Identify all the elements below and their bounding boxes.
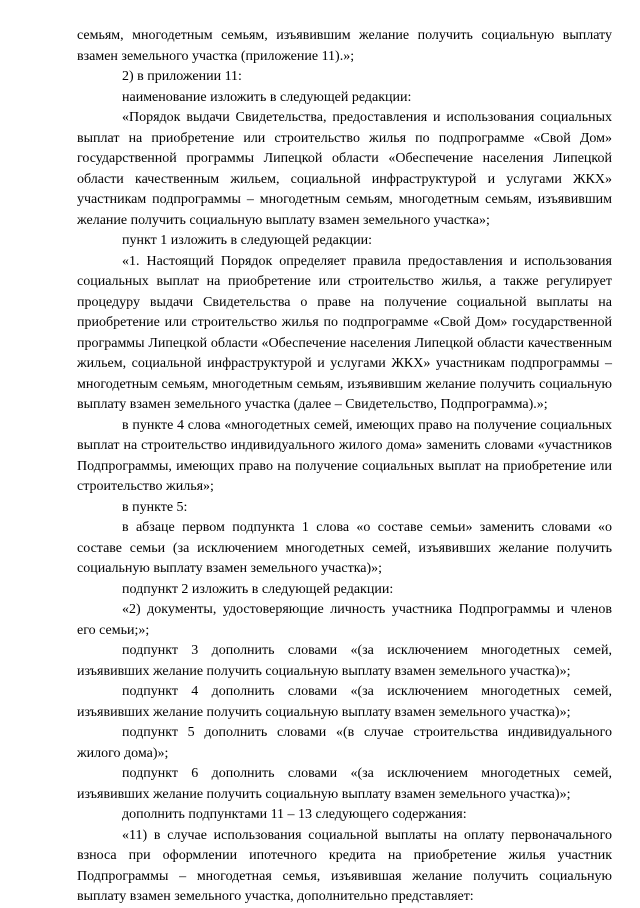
paragraph-title-text: «Порядок выдачи Свидетельства, предоставления и использования социальных выплат на приобретение или строительство жилья по подпрограмме «Свой Дом» государственной программы Липецкой области «Обеспечение населения Липецкой области качественным жильем, социальной инфраструктурой и услугами ЖКХ» участникам подпрограммы – многодетным семьям, многодетным семьям, изъявившим желание получить социальную выплату взамен земельного участка»;	[77, 110, 612, 228]
paragraph-point-5: в пункте 5:	[122, 499, 188, 515]
paragraph-point-4: в пункте 4 слова «многодетных семей, имеющих право на получение социальных выплат на строительство индивидуального жилого дома» заменить словами «участников Подпрограммы, имеющих право на получение социальных выплат на приобретение или строительство жилья»;	[77, 417, 612, 494]
document-page	[77, 26, 612, 908]
paragraph-continuation: семьям, многодетным семьям, изъявившим желание получить социальную выплату взамен земельного участка (приложение 11).»;	[77, 28, 612, 64]
paragraph-subpoint-6: подпункт 6 дополнить словами «(за исключением многодетных семей, изъявивших желание получить социальную выплату взамен земельного участка)»;	[77, 766, 612, 802]
paragraph-subpoint-2-text: «2) документы, удостоверяющие личность участника Подпрограммы и членов его семьи;»;	[77, 602, 612, 638]
paragraph-add-subpoints: дополнить подпунктами 11 – 13 следующего содержания:	[122, 807, 467, 822]
paragraph-title-change: наименование изложить в следующей редакции:	[122, 89, 412, 105]
paragraph-point-1-change: пункт 1 изложить в следующей редакции:	[122, 233, 372, 248]
paragraph-item-2: 2) в приложении 11:	[122, 69, 242, 84]
paragraph-subpoint-3: подпункт 3 дополнить словами «(за исключением многодетных семей, изъявивших желание получить социальную выплату взамен земельного участка)»;	[77, 643, 612, 679]
paragraph-subpoint-1: в абзаце первом подпункта 1 слова «о составе семьи» заменить словами «о составе семьи (за исключением многодетных семей, изъявивших желание получить социальную выплату взамен земельного участка)»;	[77, 520, 612, 576]
paragraph-subpoint-2-change: подпункт 2 изложить в следующей редакции:	[122, 581, 394, 597]
paragraph-subpoint-4: подпункт 4 дополнить словами «(за исключением многодетных семей, изъявивших желание получить социальную выплату взамен земельного участка)»;	[77, 684, 612, 720]
paragraph-subpoint-5: подпункт 5 дополнить словами «(в случае строительства индивидуального жилого дома)»;	[77, 725, 612, 761]
paragraph-point-1-text: «1. Настоящий Порядок определяет правила предоставления и использования социальных выплат на приобретение или строительство жилья, а также регулирует процедуру выдачи Свидетельства о праве на получение социальной выплаты на приобретение или строительство жилья по подпрограмме «Свой Дом» государственной программы Липецкой области «Обеспечение населения Липецкой области качественным жильем, социальной инфраструктурой и услугами ЖКХ» участникам подпрограммы – многодетным семьям, многодетным семьям, изъявившим желание получить социальную выплату взамен земельного участка (далее – Свидетельство, Подпрограмма).»;	[77, 253, 612, 412]
paragraph-subpoint-11: «11) в случае использования социальной выплаты на оплату первоначального взноса при оформлении ипотечного кредита на приобретение жилья участник Подпрограммы – многодетная семья, изъявившая желание получить социальную выплату взамен земельного участка, дополнительно представляет:	[77, 827, 612, 904]
